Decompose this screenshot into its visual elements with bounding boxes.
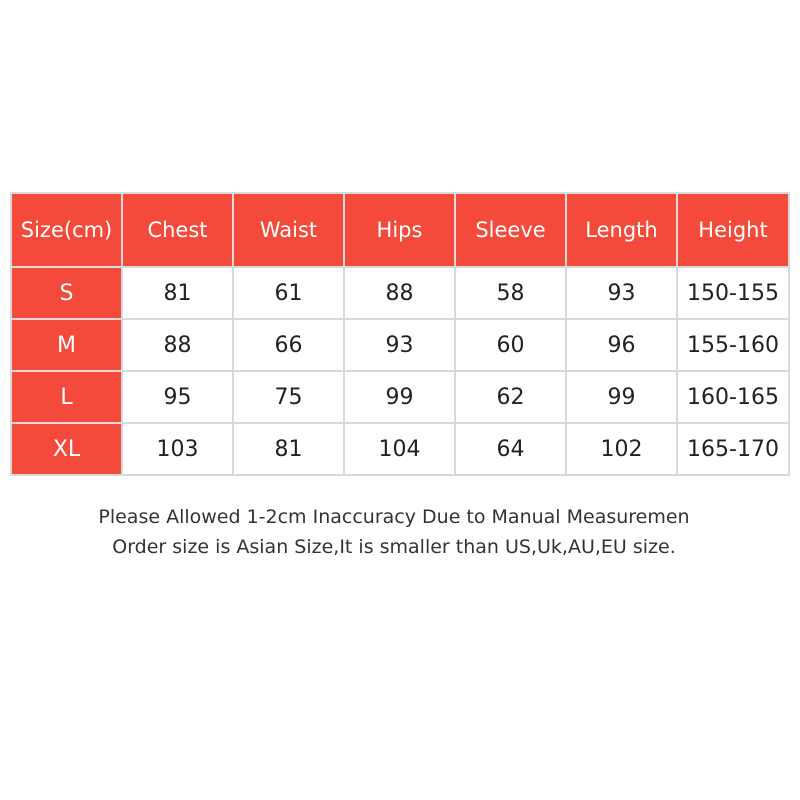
table-cell: 88 — [123, 320, 232, 370]
table-cell: 60 — [456, 320, 565, 370]
table-cell: 99 — [567, 372, 676, 422]
table-header-row — [12, 194, 788, 266]
row-label-size: S — [12, 268, 121, 318]
row-label-size: M — [12, 320, 121, 370]
table-row — [12, 268, 788, 318]
row-label-size: XL — [12, 424, 121, 474]
header-cell-chest: Chest — [123, 194, 232, 266]
table-row — [12, 320, 788, 370]
row-label-size: L — [12, 372, 121, 422]
table-cell: 58 — [456, 268, 565, 318]
table-cell: 66 — [234, 320, 343, 370]
table-cell: 93 — [567, 268, 676, 318]
table-cell: 165-170 — [678, 424, 788, 474]
table-cell: 93 — [345, 320, 454, 370]
header-cell-length: Length — [567, 194, 676, 266]
table-cell: 99 — [345, 372, 454, 422]
table-cell: 95 — [123, 372, 232, 422]
table-cell: 61 — [234, 268, 343, 318]
table-cell: 103 — [123, 424, 232, 474]
table-cell: 81 — [234, 424, 343, 474]
size-chart-table — [10, 192, 790, 476]
table-cell: 160-165 — [678, 372, 788, 422]
table-cell: 81 — [123, 268, 232, 318]
table-row — [12, 372, 788, 422]
table-cell: 75 — [234, 372, 343, 422]
header-cell-size: Size(cm) — [12, 194, 121, 266]
table-cell: 104 — [345, 424, 454, 474]
measurement-note: Please Allowed 1-2cm Inaccuracy Due to Manual Measuremen — [98, 506, 690, 528]
header-cell-height: Height — [678, 194, 788, 266]
header-cell-waist: Waist — [234, 194, 343, 266]
table-cell: 62 — [456, 372, 565, 422]
table-cell: 155-160 — [678, 320, 788, 370]
table-cell: 96 — [567, 320, 676, 370]
table-cell: 64 — [456, 424, 565, 474]
table-cell: 88 — [345, 268, 454, 318]
table-cell: 102 — [567, 424, 676, 474]
table-cell: 150-155 — [678, 268, 788, 318]
header-cell-sleeve: Sleeve — [456, 194, 565, 266]
header-cell-hips: Hips — [345, 194, 454, 266]
sizing-note: Order size is Asian Size,It is smaller than US,Uk,AU,EU size. — [112, 536, 676, 558]
table-row — [12, 424, 788, 474]
